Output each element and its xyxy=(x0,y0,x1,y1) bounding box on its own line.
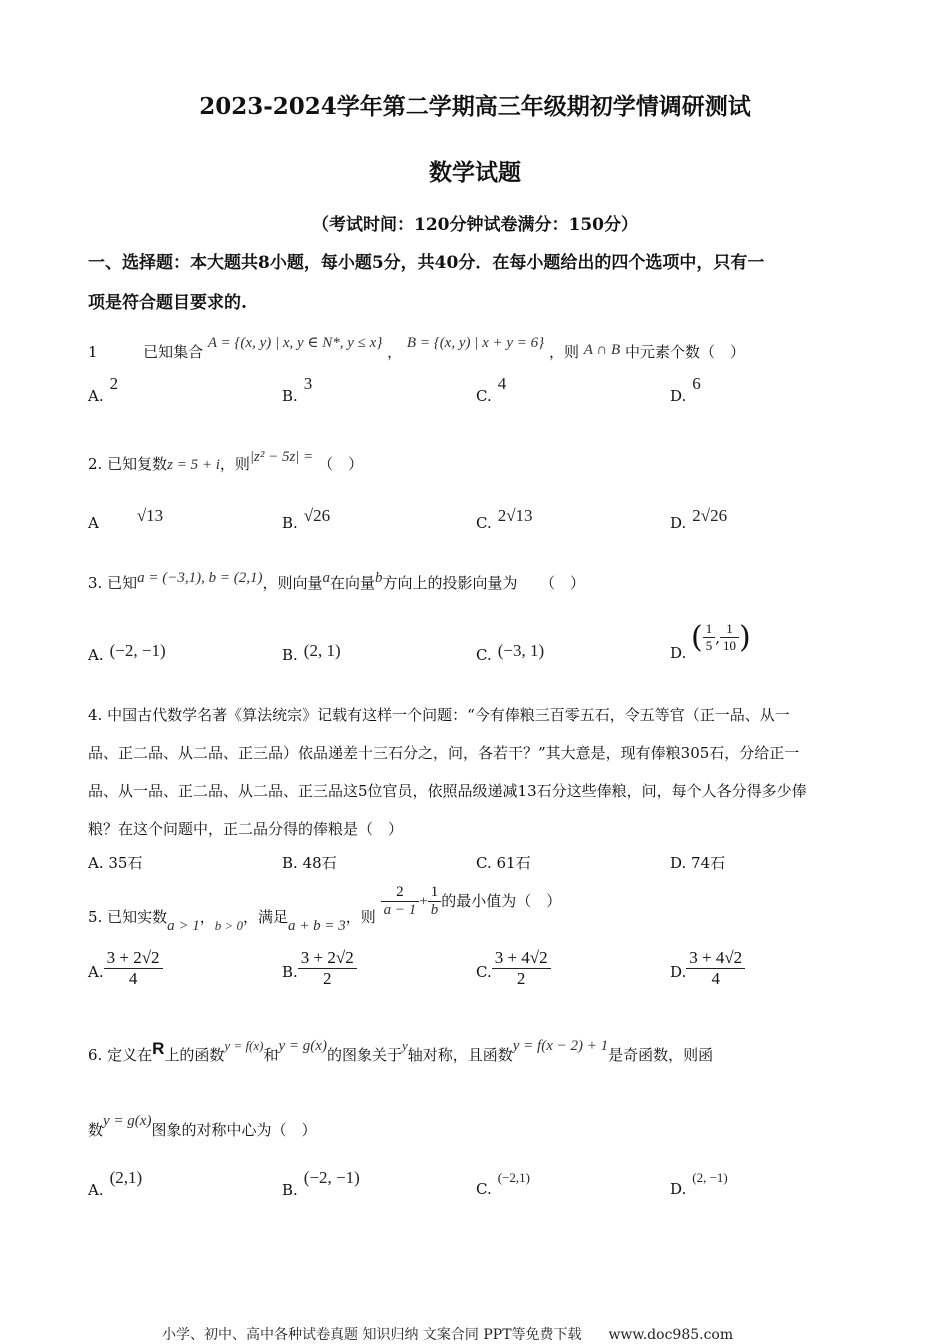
footer-text: 小学、初中、高中各种试卷真题 知识归纳 文案合同 PPT等免费下载 xyxy=(162,1327,582,1343)
q3-option-d[interactable]: D. ( $\frac{1}{5}$ , $\frac{1}{10}$ ) xyxy=(670,620,751,662)
q6-option-d[interactable]: D.(2, −1) xyxy=(670,1170,728,1198)
q4-option-d[interactable]: D. 74石 xyxy=(670,854,726,872)
footer-site-link[interactable]: www.doc985.com xyxy=(608,1327,734,1343)
question-6-line2: 数y = g(x)图象的对称中心为（ ） xyxy=(88,1113,317,1139)
q5-option-d[interactable]: D. $\frac{3 + 4√2}{4}$ xyxy=(670,948,745,989)
q1-option-b[interactable]: B.3 xyxy=(282,374,313,405)
q1-option-a[interactable]: A.2 xyxy=(88,374,119,405)
q3-option-a[interactable]: A. (−2, −1) xyxy=(88,641,166,664)
set-a-expression: A = {(x, y) | x, y ∈ N*, y ≤ x} xyxy=(207,335,383,351)
q5-option-c[interactable]: C. $\frac{3 + 4√2}{2}$ xyxy=(476,948,551,989)
subject-title: 数学试题 xyxy=(429,159,521,186)
q2-option-c[interactable]: C. 2√13 xyxy=(476,506,533,532)
q6-option-a[interactable]: A.(2,1) xyxy=(88,1168,143,1199)
complex-z-expression: z = 5 + i xyxy=(167,457,220,473)
question-number: 4. xyxy=(88,706,103,724)
question-1: 1 已知集合 A = {(x, y) | x, y ∈ N*, y ≤ x} ， B = {(x, y) | x + y = 6} ，则 A ∩ B 中元素个数（ ） xyxy=(88,335,745,361)
intersection-expression: A ∩ B xyxy=(583,342,621,358)
section-heading-line2: 项是符合题目要求的. xyxy=(88,293,247,313)
q5-option-a[interactable]: A. $\frac{3 + 2√2}{4}$ xyxy=(88,948,163,989)
question-5: 5. 已知实数a > 1，b > 0，满足a + b = 3，则 $\frac{2}{a - 1}$ + $\frac{1}{b}$ 的最小值为（ ） xyxy=(88,884,562,934)
q3-option-c[interactable]: C. (−3, 1) xyxy=(476,641,545,664)
q4-option-c[interactable]: C. 61石 xyxy=(476,854,531,872)
exam-note: （考试时间：120分钟试卷满分：150分） xyxy=(312,215,638,235)
question-number: 3. xyxy=(88,574,103,592)
q2-option-a[interactable]: A √13 xyxy=(88,506,164,532)
q1-option-c[interactable]: C.4 xyxy=(476,374,507,405)
q2-option-b[interactable]: B. √26 xyxy=(282,506,331,532)
question-3: 3. 已知a = (−3,1), b = (2,1)，则向量a在向量b方向上的投影向量为 （ ） xyxy=(88,570,586,592)
q3-option-b[interactable]: B. (2, 1) xyxy=(282,641,341,664)
question-number: 2. xyxy=(88,455,103,473)
question-number: 5. xyxy=(88,907,103,926)
q6-option-b[interactable]: B.(−2, −1) xyxy=(282,1168,360,1199)
section-heading-line1: 一、选择题：本大题共8小题，每小题5分，共40分．在每小题给出的四个选项中，只有一 xyxy=(88,253,765,273)
question-4: 4. 中国古代数学名著《算法统宗》记载有这样一个问题：“今有俸粮三百零五石，令五等官（正一品、从一 品、正二品、从二品、正三品）依品递差十三石分之，问，各若干？”其大意是，现有俸粮305石，分给正一 品、从一品、正二品、从二品、正三品这5位官员，依照品级递减13石分这些俸粮，问，每个人各分得多少俸 粮？在这个问题中，正二品分得的俸粮是（ ） xyxy=(88,706,807,838)
footer xyxy=(162,1324,733,1344)
set-b-expression: B = {(x, y) | x + y = 6} xyxy=(406,335,545,351)
question-number: 1 xyxy=(88,343,98,361)
vectors-expression: a = (−3,1), b = (2,1) xyxy=(137,570,263,586)
q5-option-b[interactable]: B. $\frac{3 + 2√2}{2}$ xyxy=(282,948,357,989)
modulus-expression: |z² − 5z| = xyxy=(249,449,314,465)
question-2: 2. 已知复数z = 5 + i，则|z² − 5z| = （ ） xyxy=(88,449,364,473)
q2-option-d[interactable]: D. 2√26 xyxy=(670,506,728,532)
q4-option-a[interactable]: A. 35石 xyxy=(88,854,143,872)
exam-title: 2023-2024学年第二学期高三年级期初学情调研测试 xyxy=(199,93,751,120)
q4-option-b[interactable]: B. 48石 xyxy=(282,854,337,872)
q1-option-d[interactable]: D.6 xyxy=(670,374,701,405)
q6-option-c[interactable]: C.(−2,1) xyxy=(476,1170,530,1198)
question-number: 6. xyxy=(88,1046,103,1064)
question-6: 6. 定义在R上的函数y = f(x)和y = g(x)的图象关于y轴对称，且函数y = f(x − 2) + 1是奇函数，则函 xyxy=(88,1038,714,1064)
